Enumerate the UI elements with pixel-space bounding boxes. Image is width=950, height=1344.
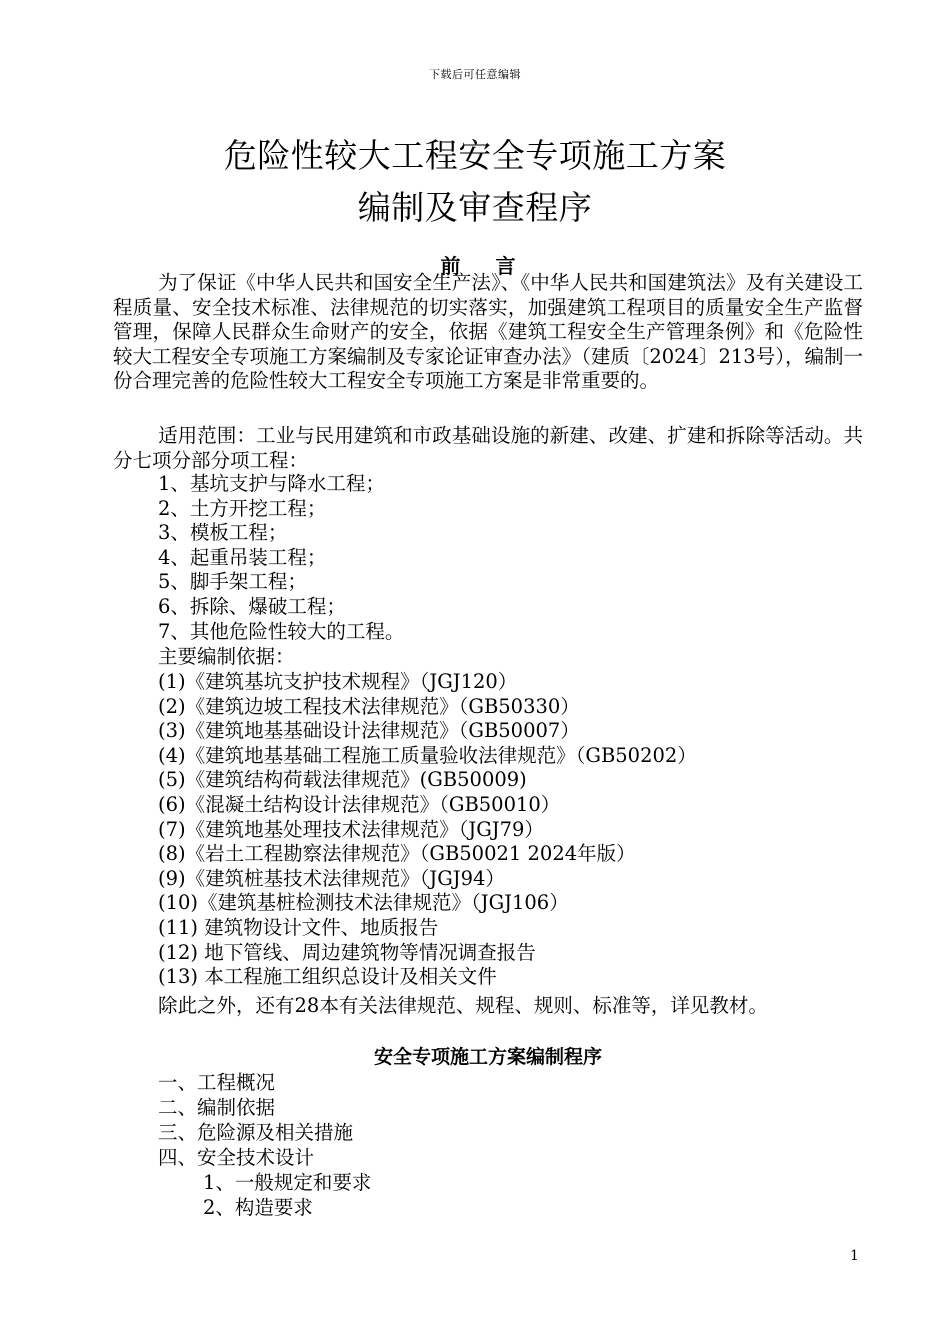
list-item: (6)《混凝土结构设计法律规范》（GB50010） [158, 792, 561, 816]
list-item: 5、脚手架工程； [158, 570, 307, 594]
list-item: (12) 地下管线、周边建筑物等情况调查报告 [158, 940, 536, 964]
list-item: (5)《建筑结构荷载法律规范》(GB50009) [158, 768, 527, 792]
list-item: 6、拆除、爆破工程； [158, 594, 346, 618]
header-note: 下载后可任意编辑 [429, 68, 521, 81]
list-item: 2、土方开挖工程； [158, 496, 327, 520]
list-item: 7、其他危险性较大的工程。 [158, 619, 405, 643]
scope-text: 适用范围：工业与民用建筑和市政基础设施的新建、改建、扩建和拆除等活动。共分七项分部分项工程： [113, 424, 863, 472]
document-title-line-1: 危险性较大工程安全专项施工方案 [223, 136, 727, 175]
list-item: 四、安全技术设计 [158, 1146, 315, 1169]
list-item: 三、危险源及相关措施 [158, 1121, 354, 1144]
list-item: 1、基坑支护与降水工程； [158, 472, 385, 495]
list-item: (3)《建筑地基基础设计法律规范》（GB50007） [158, 719, 580, 743]
list-item: 4、起重吊装工程； [158, 545, 327, 569]
list-item: (2)《建筑边坡工程技术法律规范》（GB50330） [158, 694, 580, 718]
list-item: 一、工程概况 [158, 1071, 276, 1094]
document-title-line-2: 编制及审查程序 [357, 188, 593, 227]
list-item: 2、构造要求 [203, 1196, 313, 1219]
list-item: (1)《建筑基坑支护技术规程》（JGJ120） [158, 670, 518, 693]
preface-intro-text: 为了保证《中华人民共和国安全生产法》、《中华人民共和国建筑法》及有关建设工程质量、安全技术标准、法律规范的切实落实，加强建筑工程项目的质量安全生产监督管理，保障人民群众生命财产的安全，依据《建筑工程安全生产管理条例》和《危险性较大工程安全专项施工方案编制及专家论证审查办法》（建质〔2024〕213号），编制一份合理完善的危险性较大工程安全专项施工方案是非常重要的。 [113, 271, 863, 393]
scope-paragraph [113, 424, 863, 473]
basis-intro: 主要编制依据： [158, 645, 295, 668]
list-item: 二、编制依据 [158, 1096, 276, 1119]
list-item: (10)《建筑基桩检测技术法律规范》（JGJ106） [158, 891, 569, 915]
basis-list [158, 670, 697, 990]
works-list [158, 472, 404, 644]
list-item: (11) 建筑物设计文件、地质报告 [158, 915, 439, 939]
list-item: 1、一般规定和要求 [203, 1171, 372, 1194]
list-item: 3、模板工程； [158, 521, 288, 545]
procedure-heading: 安全专项施工方案编制程序 [373, 1046, 602, 1068]
list-item: (7)《建筑地基处理技术法律规范》（JGJ79） [158, 817, 544, 841]
list-item: (13) 本工程施工组织总设计及相关文件 [158, 965, 497, 989]
page-number: 1 [850, 1248, 859, 1264]
procedure-list [158, 1070, 353, 1170]
list-item: (4)《建筑地基基础工程施工质量验收法律规范》（GB50202） [158, 743, 697, 767]
list-item: (8)《岩土工程勘察法律规范》（GB50021 2024年版） [158, 842, 636, 866]
besides-note: 除此之外，还有28本有关法律规范、规程、规则、标准等，详见教材。 [158, 994, 768, 1017]
procedure-sublist [203, 1170, 371, 1220]
preface-heading: 前 言 [440, 254, 530, 278]
preface-intro-paragraph [113, 271, 863, 394]
list-item: (9)《建筑桩基技术法律规范》（JGJ94） [158, 866, 505, 890]
